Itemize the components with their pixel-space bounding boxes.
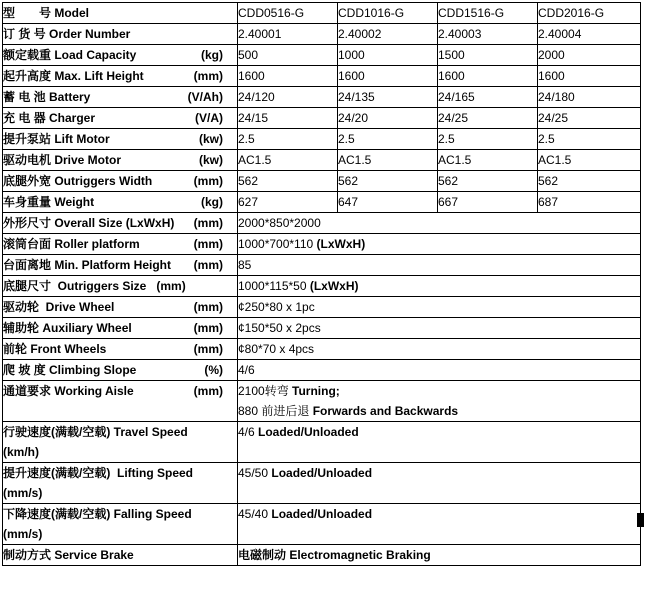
spec-value-cell: 2.5 [338,129,438,150]
row-label-unit-line: (mm/s) [3,486,43,500]
spec-value-cell: 24/165 [438,87,538,108]
spec-value-line: ¢150*50 x 2pcs [238,321,321,335]
row-unit: (mm) [193,258,223,272]
row-unit: (mm) [193,174,223,188]
row-label-text: 滚筒台面 Roller platform [3,237,140,251]
spec-value-line: 45/40 Loaded/Unloaded [238,507,373,521]
row-label [3,255,238,276]
spec-value-cell [238,504,641,545]
spec-value-line: 1000*700*110 (LxWxH) [238,237,366,251]
row-unit: (V/A) [195,111,223,125]
row-label [3,463,238,504]
spec-value-cell [238,422,641,463]
spec-value-cell: 24/135 [338,87,438,108]
spec-value-line: 85 [238,258,252,272]
spec-value-cell: 1000 [338,45,438,66]
table-row [3,213,641,234]
row-unit: (kg) [201,195,223,209]
spec-value-line: 2000*850*2000 [238,216,321,230]
row-label-text: 下降速度(满载/空载) Falling Speed [3,507,192,521]
row-label-unit-line: (mm/s) [3,527,43,541]
spec-value-cell [238,297,641,318]
row-label-text: 驱动轮 Drive Wheel [3,300,115,314]
row-label-text: 提升泵站 Lift Motor [3,132,110,146]
table-row [3,318,641,339]
row-label [3,87,238,108]
spec-value-cell: 1500 [438,45,538,66]
spec-value-cell: 647 [338,192,438,213]
spec-value-cell: 2000 [538,45,641,66]
row-unit: (mm) [193,300,223,314]
spec-value-cell: 1600 [538,66,641,87]
row-label [3,213,238,234]
row-label [3,234,238,255]
spec-value-cell [238,339,641,360]
row-unit: (kw) [199,132,223,146]
row-label-text: 前轮 Front Wheels [3,342,107,356]
spec-value-cell: 627 [238,192,338,213]
row-label-text: 车身重量 Weight [3,195,95,209]
spec-value-cell [238,255,641,276]
spec-value-cell: 24/120 [238,87,338,108]
row-label-text: 行驶速度(满载/空载) Travel Speed [3,425,188,439]
spec-value-cell: 2.40002 [338,24,438,45]
row-label-text: 制动方式 Service Brake [3,548,134,562]
spec-value-cell: 24/25 [438,108,538,129]
table-row [3,463,641,504]
row-label [3,3,238,24]
spec-value-cell: 1600 [238,66,338,87]
table-row [3,3,641,24]
row-label-text: 驱动电机 Drive Motor [3,153,122,167]
spec-value-cell [238,463,641,504]
row-label-text: 订 货 号 Order Number [3,27,131,41]
spec-value-line: 4/6 Loaded/Unloaded [238,425,359,439]
spec-value-line: 1000*115*50 (LxWxH) [238,279,359,293]
spec-value-cell: 562 [238,171,338,192]
spec-value-cell: 562 [438,171,538,192]
row-unit: (%) [204,363,223,377]
table-row [3,255,641,276]
table-row [3,192,641,213]
spec-value-cell: AC1.5 [338,150,438,171]
table-row [3,171,641,192]
spec-value-cell: 2.5 [438,129,538,150]
row-label-text: 起升高度 Max. Lift Height [3,69,144,83]
spec-value-line: ¢80*70 x 4pcs [238,342,315,356]
row-unit: (mm) [193,342,223,356]
row-label-text: 蓄 电 池 Battery [3,90,91,104]
row-unit: (kg) [201,48,223,62]
row-unit: (mm) [193,216,223,230]
table-row [3,45,641,66]
spec-value-cell: AC1.5 [438,150,538,171]
spec-value-cell: 667 [438,192,538,213]
spec-value-line: 880 前进后退 Forwards and Backwards [238,404,459,418]
row-unit: (mm) [193,321,223,335]
spec-value-cell [238,381,641,422]
spec-value-cell: 1600 [338,66,438,87]
row-unit: (mm) [193,384,223,398]
row-unit: (V/Ah) [187,90,223,104]
row-label [3,297,238,318]
spec-value-line: ¢250*80 x 1pc [238,300,315,314]
row-label-text: 额定载重 Load Capacity [3,48,137,62]
spec-value-cell [238,360,641,381]
table-row [3,108,641,129]
spec-value-cell: 24/15 [238,108,338,129]
spec-value-cell: 24/25 [538,108,641,129]
row-label [3,276,238,297]
table-row [3,276,641,297]
row-label [3,24,238,45]
row-label-text: 底腿尺寸 Outriggers Size (mm) [3,279,186,293]
row-unit: (mm) [193,69,223,83]
row-label-text: 爬 坡 度 Climbing Slope [3,363,137,377]
spec-value-line: 2100转弯 Turning; [238,384,340,398]
spec-value-cell [238,276,641,297]
spec-value-cell: 500 [238,45,338,66]
table-row [3,297,641,318]
spec-value-cell: CDD0516-G [238,3,338,24]
table-row [3,422,641,463]
row-label [3,66,238,87]
spec-value-line: 电磁制动 Electromagnetic Braking [238,548,431,562]
row-label-text: 辅助轮 Auxiliary Wheel [3,321,132,335]
spec-value-cell: 2.40001 [238,24,338,45]
ink-smudge-artifact [637,513,644,527]
row-label-text: 通道要求 Working Aisle [3,384,134,398]
spec-value-cell [238,545,641,566]
row-label-text: 充 电 器 Charger [3,111,96,125]
spec-value-cell: 2.40004 [538,24,641,45]
row-label [3,545,238,566]
table-row [3,87,641,108]
spec-value-cell: CDD2016-G [538,3,641,24]
row-unit: (mm) [193,237,223,251]
spec-value-cell: 1600 [438,66,538,87]
row-label-unit-line: (km/h) [3,445,39,459]
row-label [3,45,238,66]
table-row [3,339,641,360]
table-row [3,360,641,381]
row-label [3,129,238,150]
spec-value-cell: AC1.5 [538,150,641,171]
row-label-text: 外形尺寸 Overall Size (LxWxH) [3,216,175,230]
spec-value-cell: 687 [538,192,641,213]
table-row [3,504,641,545]
table-row [3,24,641,45]
spec-value-cell: 2.5 [238,129,338,150]
spec-table [2,2,641,566]
spec-value-line: 4/6 [238,363,255,377]
row-label [3,504,238,545]
spec-value-cell: 24/180 [538,87,641,108]
row-label [3,339,238,360]
spec-value-cell [238,318,641,339]
table-row [3,129,641,150]
row-label-text: 台面离地 Min. Platform Height [3,258,172,272]
row-label [3,360,238,381]
spec-value-cell: 562 [538,171,641,192]
spec-table-body [3,3,641,566]
row-label [3,318,238,339]
spec-value-cell: CDD1516-G [438,3,538,24]
spec-value-cell: 562 [338,171,438,192]
spec-value-cell [238,213,641,234]
row-label [3,422,238,463]
row-label [3,192,238,213]
table-row [3,545,641,566]
table-row [3,66,641,87]
row-label [3,171,238,192]
row-label [3,150,238,171]
spec-value-cell [238,234,641,255]
spec-value-cell: CDD1016-G [338,3,438,24]
row-unit: (kw) [199,153,223,167]
spec-value-cell: AC1.5 [238,150,338,171]
table-row [3,150,641,171]
row-label-text: 型 号 Model [3,6,89,20]
row-label [3,108,238,129]
row-label [3,381,238,422]
spec-value-cell: 24/20 [338,108,438,129]
row-label-text: 底腿外宽 Outriggers Width [3,174,153,188]
spec-value-line: 45/50 Loaded/Unloaded [238,466,373,480]
spec-value-cell: 2.40003 [438,24,538,45]
row-label-text: 提升速度(满载/空载) Lifting Speed [3,466,193,480]
spec-value-cell: 2.5 [538,129,641,150]
table-row [3,234,641,255]
table-row [3,381,641,422]
